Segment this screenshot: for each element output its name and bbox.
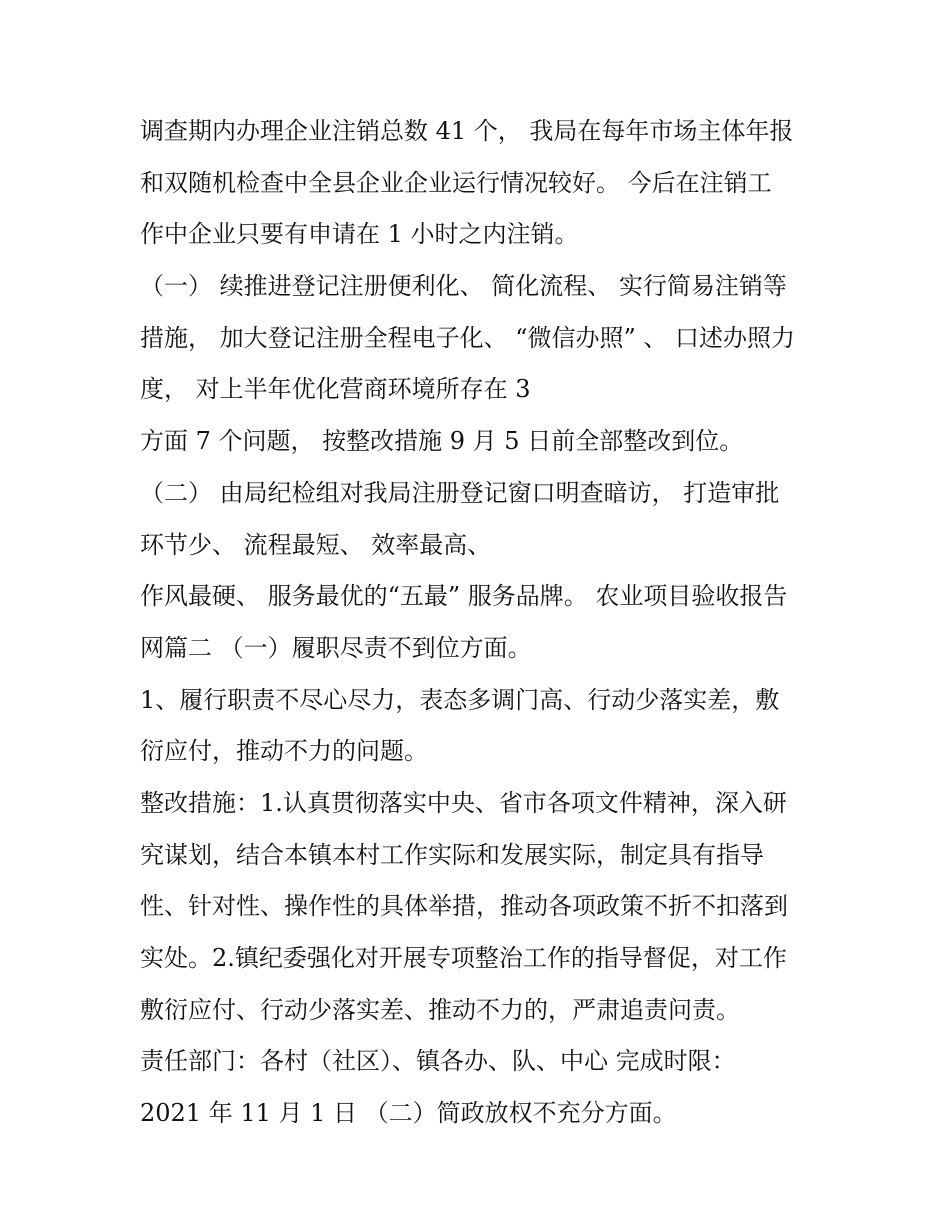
text-line: 作中企业只要有申请在 1 小时之内注销。 [140,220,579,249]
text-line: 究谋划，结合本镇本村工作实际和发展实际，制定具有指导 [140,840,764,869]
text-line: 敷衍应付、行动少落实差、推动不力的，严肃追责问责。 [140,995,740,1024]
document-body [140,106,830,1140]
text-line: 2021 年 11 月 1 日 （二）简政放权不充分方面。 [140,1099,677,1128]
text-line: （一） 续推进登记注册便利化、 简化流程、 实行简易注销等 [140,272,787,301]
text-line: 衍应付，推动不力的问题。 [140,737,428,766]
text-line: 和双随机检查中全县企业企业运行情况较好。 今后在注销工 [140,168,772,197]
text-line: 整改措施：1.认真贯彻落实中央、省市各项文件精神，深入研 [140,788,787,817]
text-line: 调查期内办理企业注销总数 41 个， 我局在每年市场主体年报 [140,117,794,145]
text-line: 作风最硬、 服务最优的“五最” 服务品牌。 农业项目验收报告 [140,582,788,611]
text-line: 责任部门：各村（社区）、镇各办、队、中心 完成时限： [140,1047,736,1076]
text-line: 方面 7 个问题， 按整改措施 9 月 5 日前全部整改到位。 [140,427,744,456]
text-line: 1、履行职责不尽心尽力，表态多调门高、行动少落实差，敷 [140,685,780,714]
text-line: 实处。2.镇纪委强化对开展专项整治工作的指导督促，对工作 [140,944,787,972]
text-line: （二） 由局纪检组对我局注册登记窗口明查暗访， 打造审批 [140,478,780,507]
text-line: 度， 对上半年优化营商环境所存在 3 [140,375,531,404]
text-line: 措施， 加大登记注册全程电子化、 “微信办照” 、 口述办照力 [140,323,796,352]
text-line: 性、针对性、操作性的具体举措，推动各项政策不折不扣落到 [140,892,788,921]
text-line: 环节少、 流程最短、 效率最高、 [140,530,492,559]
text-line: 网篇二 （一）履职尽责不到位方面。 [140,633,532,662]
